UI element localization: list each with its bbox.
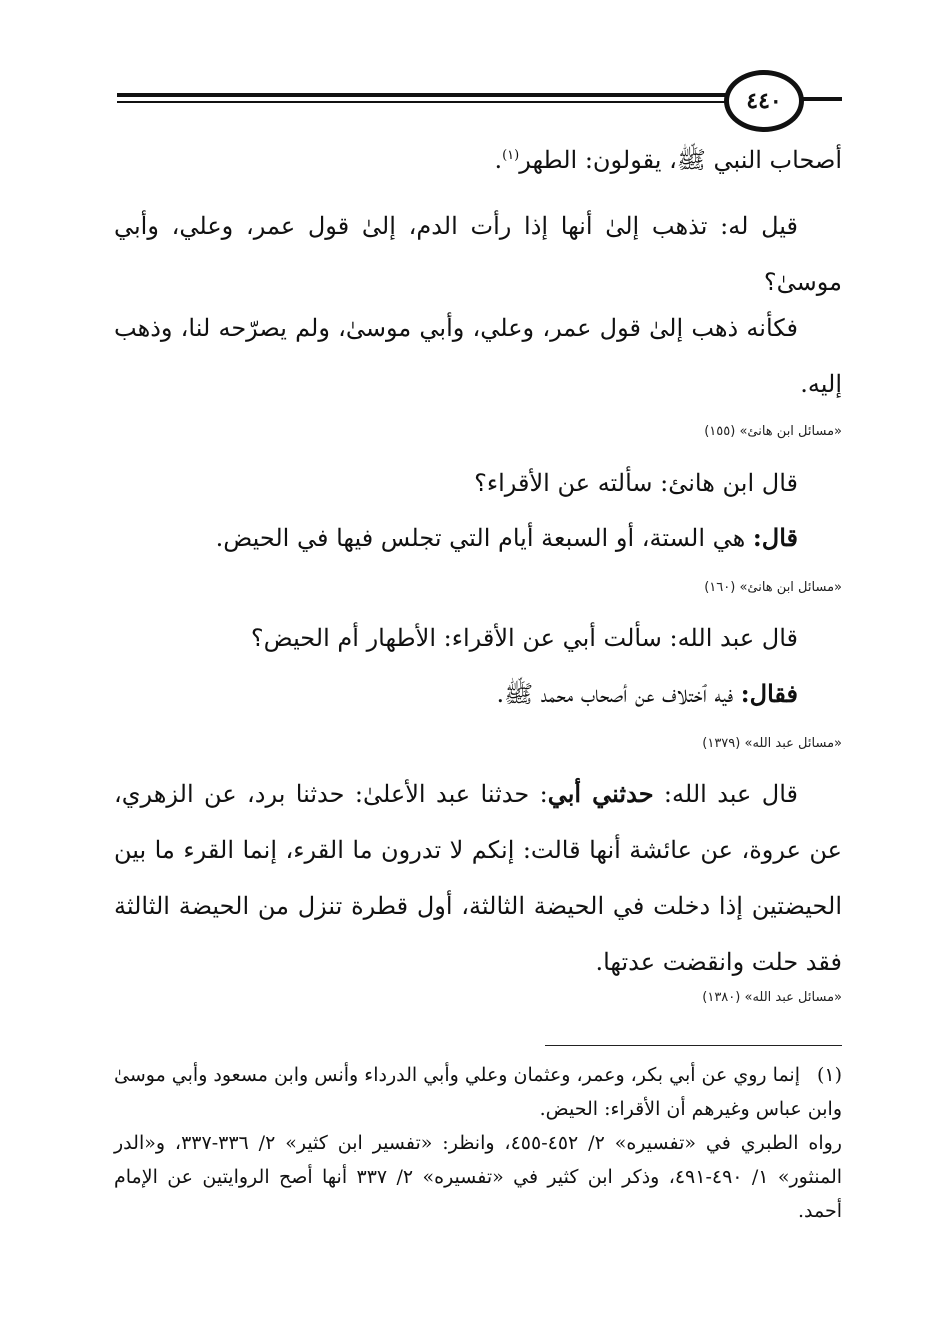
paragraph-4-text: قال ابن هانئ: سألته عن الأقراء؟	[474, 469, 798, 497]
paragraph-1	[114, 128, 842, 188]
footnote-1	[114, 1058, 842, 1126]
paragraph-1-end: .	[494, 146, 503, 174]
footnote-separator	[545, 1045, 842, 1046]
footnote-ref-1[interactable]: (١)	[502, 148, 520, 163]
paragraph-6	[114, 610, 842, 666]
paragraph-5-text: هي الستة، أو السبعة أيام التي تجلس فيها في الحيض.	[215, 524, 753, 552]
paragraph-2	[114, 198, 842, 310]
source-citation-4: «مسائل عبد الله» (١٣٨٠)	[702, 990, 842, 1005]
paragraph-4	[114, 455, 842, 511]
paragraph-7-text: فيه ٱختلاف عن أصحاب محمد ﷺ.	[496, 680, 741, 708]
paragraph-8	[114, 766, 842, 990]
footnotes	[114, 1058, 842, 1228]
paragraph-3-text: فكأنه ذهب إلىٰ قول عمر، وعلي، وأبي موسىٰ، ولم يصرّحه لنا، وذهب إليه.	[114, 314, 842, 398]
paragraph-7-lead: فقال:	[740, 679, 798, 708]
paragraph-3	[114, 300, 842, 412]
paragraph-8-lead: حدثني أبي	[547, 779, 654, 808]
footnote-1-line-1: إنما روي عن أبي بكر، وعمر، وعثمان وعلي وأبي الدرداء وأنس وابن مسعود وأبي موسىٰ وابن عباس وغيرهم أن الأقراء: الحيض.	[114, 1064, 842, 1120]
paragraph-2-text: قيل له: تذهب إلىٰ أنها إذا رأت الدم، إلىٰ قول عمر، وعلي، وأبي موسىٰ؟	[114, 212, 842, 296]
source-citation-3: «مسائل عبد الله» (١٣٧٩)	[702, 736, 842, 751]
paragraph-5	[114, 510, 842, 566]
header-rule-top	[117, 93, 727, 97]
paragraph-5-lead: قال:	[752, 523, 798, 552]
paragraph-1-text: أصحاب النبي ﷺ، يقولون: الطهر	[519, 146, 842, 174]
header-rule-bottom	[117, 101, 727, 103]
paragraph-8-text: : حدثنا عبد الأعلىٰ: حدثنا برد، عن الزهري، عن عروة، عن عائشة أنها قالت: إنكم لا تدرون ما القرء، إنما القرء ما بين الحيضتين إذا دخلت في الحيضة الثالثة، أول قطرة تنزل من الحيضة الثالثة فقد حلت وانقضت عدتها.	[114, 780, 842, 976]
footnote-1-references: رواه الطبري في «تفسيره» ٢/ ٤٥٢-٤٥٥، وانظر: «تفسير ابن كثير» ٢/ ٣٣٦-٣٣٧، و«الدر المنثور» ١/ ٤٩٠-٤٩١، وذكر ابن كثير في «تفسيره» ٢/ ٣٣٧ أنها أصح الروايتين عن الإمام أحمد.	[114, 1132, 843, 1222]
paragraph-8-start: قال عبد الله:	[653, 780, 798, 808]
source-citation-1: «مسائل ابن هانئ» (١٥٥)	[704, 424, 842, 439]
header-rule-tail	[802, 97, 842, 101]
page-number: ٤٤٠	[724, 70, 804, 132]
source-citation-2: «مسائل ابن هانئ» (١٦٠)	[704, 580, 842, 595]
paragraph-6-text: قال عبد الله: سألت أبي عن الأقراء: الأطهار أم الحيض؟	[250, 624, 798, 652]
paragraph-7	[114, 666, 842, 722]
footnote-1-number: (١)	[816, 1064, 842, 1086]
